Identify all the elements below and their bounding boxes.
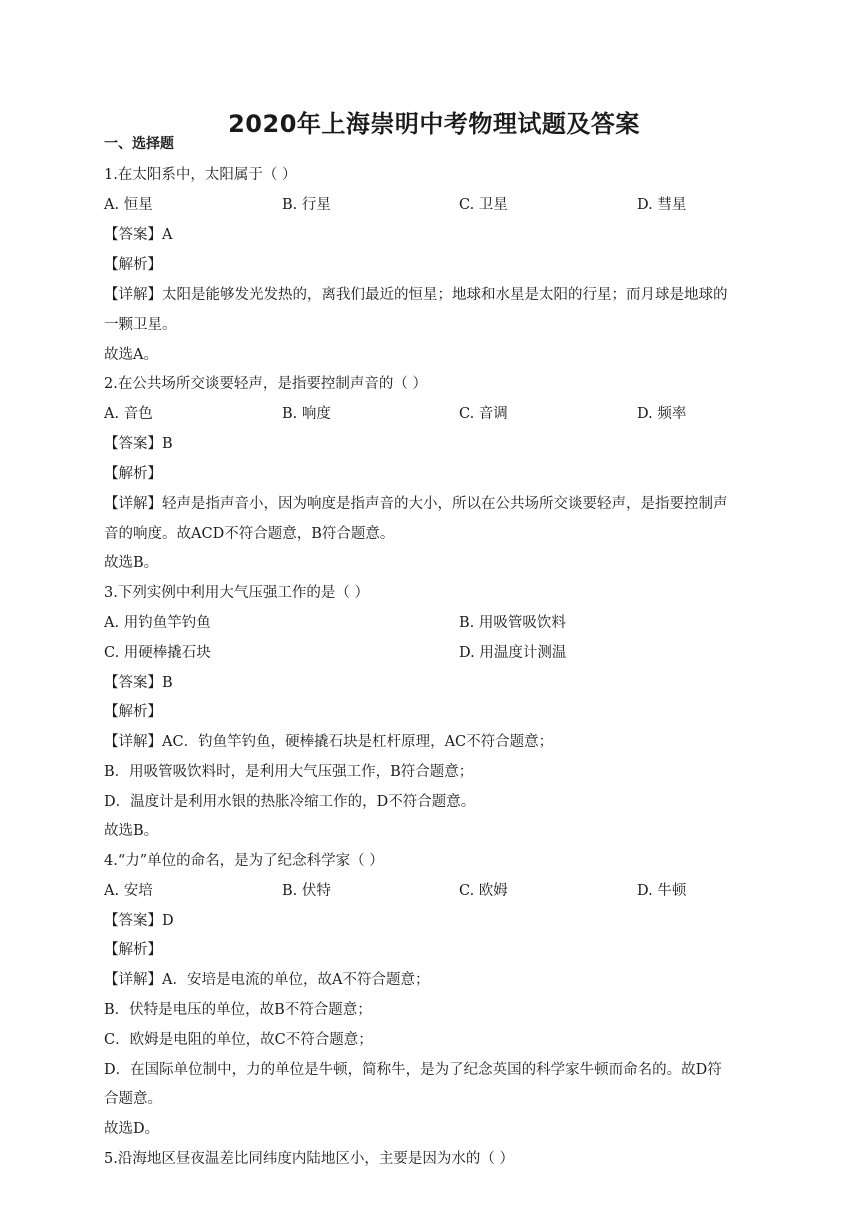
section-heading: 一、选择题 [104,136,174,152]
question-3-answer: 【答案】B [104,675,173,691]
question-1-option-c: C. 卫星 [459,197,508,213]
question-2-answer: 【答案】B [104,436,173,452]
question-3-stem: 3.下列实例中利用大气压强工作的是（ ） [104,585,369,601]
question-3-option-a: A. 用钓鱼竿钓鱼 [104,615,211,631]
question-4-analysis: 【解析】 [104,942,162,958]
question-2-option-d: D. 频率 [637,406,687,422]
question-4-detail-line: C．欧姆是电阻的单位，故C不符合题意； [104,1032,373,1048]
question-3-conclusion: 故选B。 [104,823,159,839]
question-2-detail-line: 【详解】轻声是指声音小，因为响度是指声音的大小，所以在公共场所交谈要轻声，是指要控制声 [104,496,728,512]
question-3-detail-line: B．用吸管吸饮料时，是利用大气压强工作，B符合题意； [104,764,474,780]
question-3-option-d: D. 用温度计测温 [459,645,567,661]
question-2-analysis: 【解析】 [104,466,162,482]
question-1-analysis: 【解析】 [104,257,162,273]
question-4-conclusion: 故选D。 [104,1121,160,1137]
question-1-option-d: D. 彗星 [637,197,687,213]
question-4-stem: 4.“力”单位的命名，是为了纪念科学家（ ） [104,853,384,869]
question-2-detail-line: 音的响度。故ACD不符合题意，B符合题意。 [104,526,395,542]
question-3-analysis: 【解析】 [104,704,162,720]
question-1-detail-line: 【详解】太阳是能够发光发热的，离我们最近的恒星；地球和水星是太阳的行星；而月球是地球的 [104,287,728,303]
question-2-option-b: B. 响度 [282,406,331,422]
question-4-detail-line: 【详解】A．安培是电流的单位，故A不符合题意； [104,972,430,988]
question-3-detail-line: D．温度计是利用水银的热胀冷缩工作的，D不符合题意。 [104,794,476,810]
question-5-stem: 5.沿海地区昼夜温差比同纬度内陆地区小，主要是因为水的（ ） [104,1151,514,1167]
question-1-option-a: A. 恒星 [104,197,153,213]
question-1-detail-line: 一颗卫星。 [104,317,177,333]
question-3-option-b: B. 用吸管吸饮料 [459,615,566,631]
document-title: 2020年上海崇明中考物理试题及答案 [228,110,640,138]
question-2-conclusion: 故选B。 [104,555,159,571]
question-1-option-b: B. 行星 [282,197,331,213]
question-2-stem: 2.在公共场所交谈要轻声，是指要控制声音的（ ） [104,376,427,392]
question-4-option-a: A. 安培 [104,883,153,899]
question-1-stem: 1.在太阳系中，太阳属于（ ） [104,167,297,183]
question-4-detail-line: B．伏特是电压的单位，故B不符合题意； [104,1002,372,1018]
question-4-detail-line: 合题意。 [104,1091,162,1107]
question-1-conclusion: 故选A。 [104,347,158,363]
question-3-option-c: C. 用硬棒撬石块 [104,645,211,661]
question-4-answer: 【答案】D [104,913,174,929]
question-4-option-d: D. 牛顿 [637,883,687,899]
question-4-option-c: C. 欧姆 [459,883,508,899]
question-2-option-c: C. 音调 [459,406,508,422]
question-4-option-b: B. 伏特 [282,883,331,899]
question-3-detail-line: 【详解】AC．钓鱼竿钓鱼，硬棒撬石块是杠杆原理，AC不符合题意； [104,734,554,750]
question-2-option-a: A. 音色 [104,406,153,422]
question-1-answer: 【答案】A [104,227,173,243]
question-4-detail-line: D．在国际单位制中，力的单位是牛顿，简称牛，是为了纪念英国的科学家牛顿而命名的。故D符 [104,1062,722,1078]
